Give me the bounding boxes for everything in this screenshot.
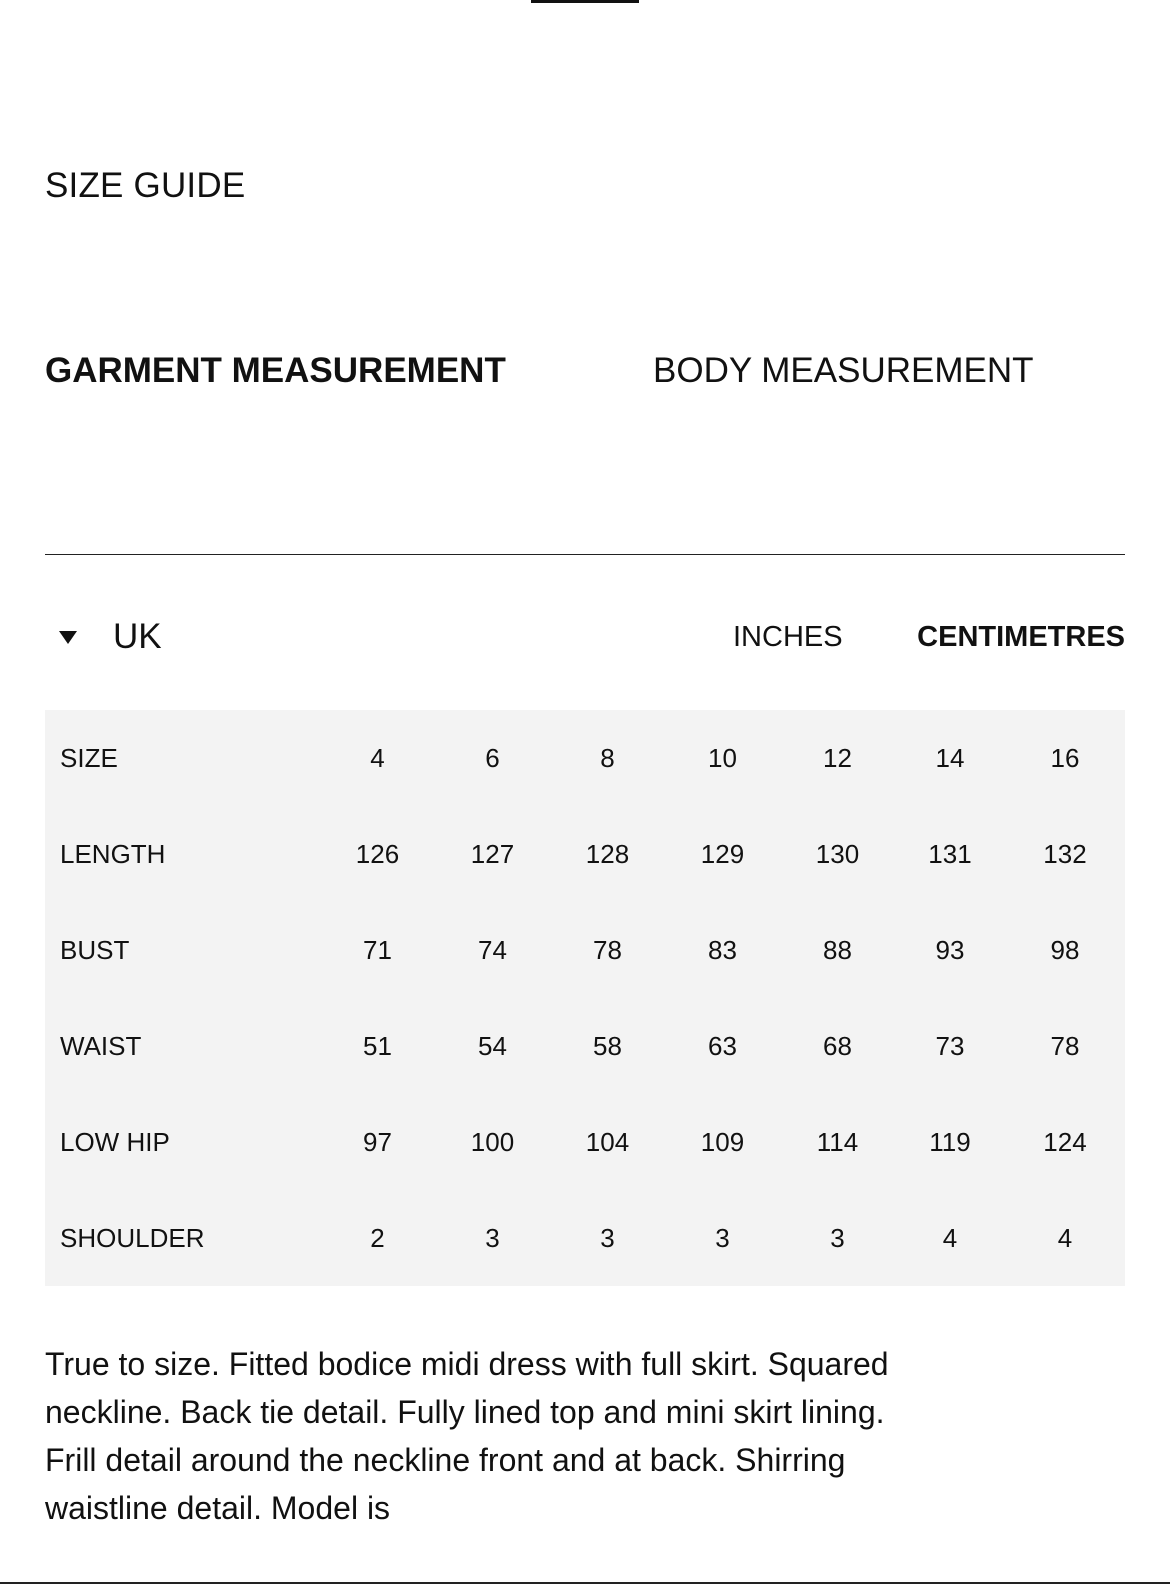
sheet-handle — [531, 0, 639, 3]
table-row — [45, 806, 1125, 902]
section-divider — [45, 554, 1125, 555]
table-cell: 73 — [935, 1030, 965, 1061]
table-cell: 100 — [470, 1126, 515, 1157]
table-cell: 8 — [600, 742, 615, 773]
table-cell: 16 — [1050, 742, 1080, 773]
product-description: True to size. Fitted bodice midi dress with full skirt. Squared neckline. Back tie detail. Fully lined top and mini skirt lining. Frill detail around the neckline front and at back. Shirring waistline detail. Model is — [45, 1346, 889, 1526]
tab-garment-measurement[interactable]: GARMENT MEASUREMENT — [45, 351, 506, 390]
table-cell: 3 — [600, 1222, 615, 1253]
table-cell: 97 — [363, 1126, 392, 1157]
page-title: SIZE GUIDE — [45, 166, 246, 205]
table-cell: 128 — [585, 838, 630, 869]
table-row — [45, 1190, 1125, 1286]
caret-down-icon — [59, 631, 77, 644]
table-cell: 4 — [370, 742, 385, 773]
table-cell: 14 — [935, 742, 965, 773]
measurement-tabs — [45, 349, 1125, 399]
table-cell: 126 — [355, 838, 400, 869]
table-cell: 2 — [370, 1222, 385, 1253]
size-table-container — [45, 710, 1125, 1286]
table-row — [45, 902, 1125, 998]
table-cell: 4 — [942, 1222, 958, 1253]
row-label: LENGTH — [60, 838, 166, 869]
table-cell: 4 — [1057, 1222, 1073, 1253]
table-cell: 132 — [1043, 838, 1087, 869]
table-cell: 58 — [593, 1030, 622, 1061]
table-cell: 3 — [485, 1222, 500, 1253]
table-cell: 130 — [815, 838, 860, 869]
region-dropdown[interactable] — [59, 612, 162, 662]
table-cell: 88 — [823, 934, 852, 965]
table-row — [45, 710, 1125, 806]
table-row — [45, 998, 1125, 1094]
unit-toggle-inches[interactable]: INCHES — [733, 621, 843, 653]
table-cell: 93 — [935, 934, 965, 965]
table-cell: 98 — [1050, 934, 1080, 965]
table-cell: 3 — [715, 1222, 730, 1253]
table-cell: 114 — [816, 1126, 859, 1157]
table-cell: 78 — [593, 934, 622, 965]
table-controls — [45, 612, 1125, 662]
table-cell: 6 — [485, 742, 500, 773]
table-row — [45, 1094, 1125, 1190]
row-label: BUST — [60, 934, 130, 965]
table-cell: 131 — [928, 838, 972, 869]
table-cell: 3 — [830, 1222, 845, 1253]
tab-body-measurement[interactable]: BODY MEASUREMENT — [653, 351, 1034, 390]
table-cell: 71 — [363, 934, 392, 965]
table-cell: 68 — [823, 1030, 852, 1061]
table-cell: 12 — [823, 742, 852, 773]
table-cell: 74 — [478, 934, 507, 965]
table-cell: 129 — [700, 838, 745, 869]
region-selected-label: UK — [113, 617, 162, 656]
row-label: WAIST — [60, 1030, 142, 1061]
table-cell: 63 — [708, 1030, 737, 1061]
table-cell: 83 — [708, 934, 737, 965]
table-cell: 127 — [470, 838, 515, 869]
table-cell: 124 — [1043, 1126, 1087, 1157]
table-cell: 54 — [478, 1030, 507, 1061]
row-label: LOW HIP — [60, 1126, 170, 1157]
table-cell: 51 — [363, 1030, 392, 1061]
size-table — [45, 710, 1125, 1286]
table-cell: 119 — [929, 1126, 971, 1157]
row-label: SIZE — [60, 742, 118, 773]
unit-toggle-centimetres[interactable]: CENTIMETRES — [917, 621, 1125, 653]
table-cell: 78 — [1050, 1030, 1080, 1061]
row-label: SHOULDER — [60, 1222, 205, 1253]
table-cell: 104 — [585, 1126, 630, 1157]
table-cell: 10 — [708, 742, 737, 773]
table-cell: 109 — [700, 1126, 745, 1157]
